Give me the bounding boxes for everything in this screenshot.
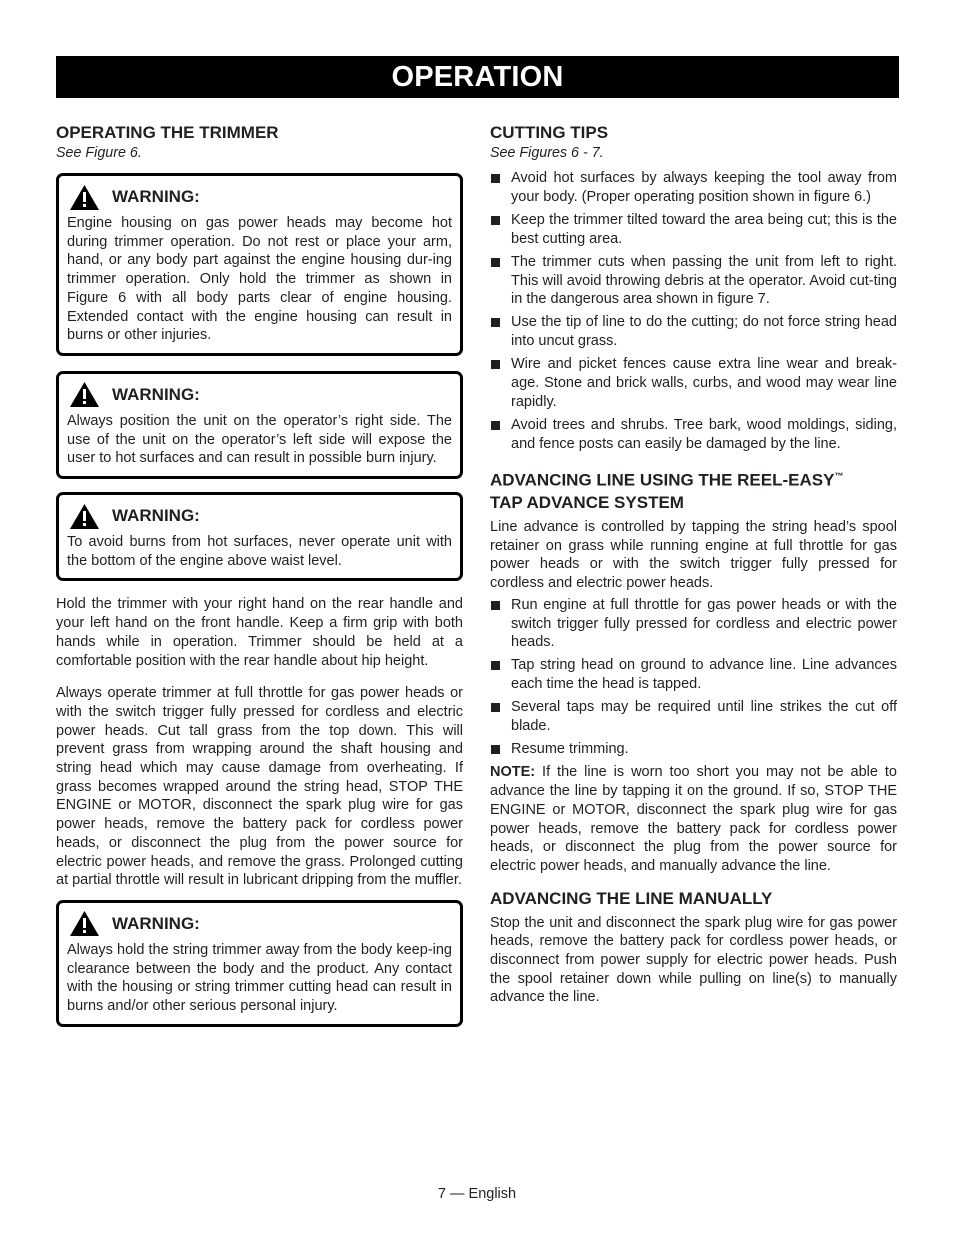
list-item: Run engine at full throttle for gas power heads or with the switch trigger fully pressed for cordless and electric power heads. (490, 596, 897, 652)
list-item: Several taps may be required until line strikes the cut off blade. (490, 698, 897, 735)
warning-triangle-icon (69, 503, 100, 530)
warning-triangle-icon (69, 184, 100, 211)
list-item: Tap string head on ground to advance line. Line advances each time the head is tapped. (490, 656, 897, 693)
warning-label: WARNING: (112, 384, 200, 404)
see-figure-note: See Figure 6. (56, 145, 142, 161)
hold-trimmer-paragraph: Hold the trimmer with your right hand on the rear handle and your left hand on the front handle. Keep a firm grip with both hands while in operation. Trimmer should be held at a comfortable position with the rear handle about hip height. (56, 596, 463, 669)
warning-label: WARNING: (112, 187, 200, 206)
advancing-line-heading: ADVANCING LINE USING THE REEL-EASY™ TAP ADVANCE SYSTEM (490, 471, 844, 512)
warning-label: WARNING: (112, 913, 200, 933)
list-item: Avoid trees and shrubs. Tree bark, wood moldings, siding, and fence posts can easily be damaged by the line. (490, 416, 897, 453)
advancing-manually-heading: ADVANCING THE LINE MANUALLY (490, 888, 773, 908)
list-item: Resume trimming. (490, 740, 897, 759)
list-item: Use the tip of line to do the cutting; do not force string head into uncut grass. (490, 313, 897, 350)
see-figures-note: See Figures 6 - 7. (490, 145, 604, 161)
warning-triangle-icon (69, 910, 100, 937)
list-item: Keep the trimmer tilted toward the area being cut; this is the best cutting area. (490, 211, 897, 248)
warning-box-1 (56, 173, 463, 356)
page-footer: 7 — English (437, 1186, 517, 1202)
list-item: Wire and picket fences cause extra line wear and break-age. Stone and brick walls, curbs, and wood may wear line rapidly. (490, 355, 897, 411)
warning-text: Always position the unit on the operator’s right side. The use of the unit on the operator’s left side will expose the user to hot surfaces and can result in possible burn injury. (67, 412, 452, 467)
warning-text: To avoid burns from hot surfaces, never operate unit with the bottom of the engine above waist level. (67, 534, 452, 569)
cutting-tips-list (490, 169, 897, 453)
advancing-manually-text: Stop the unit and disconnect the spark plug wire for gas power heads, remove the battery pack for cordless power heads, or disconnect from power supply for electric power heads. Push the spool retainer down while pulling on line(s) to manually advance the line. (490, 914, 897, 1006)
list-item: Avoid hot surfaces by always keeping the tool away from your body. (Proper operating position shown in figure 6.) (490, 169, 897, 206)
advancing-line-intro: Line advance is controlled by tapping the string head’s spool retainer on grass while running engine at full throttle for gas power heads or with the switch trigger fully pressed for cordless and electric power heads. (490, 519, 897, 592)
advancing-line-list (490, 596, 897, 759)
warning-box-4 (56, 900, 463, 1027)
list-item: The trimmer cuts when passing the unit from left to right. This will avoid throwing debris at the operator. Avoid cut-ting in the dangerous area shown in figure 7. (490, 253, 897, 309)
warning-label: WARNING: (112, 506, 200, 526)
warning-text: Engine housing on gas power heads may become hot during trimmer operation. Do not rest or place your arm, hand, or any body part against the engine housing dur-ing trimmer operation. Only hold the trimmer as shown in Figure 6 with all body parts clear of engine housing. Extended contact with the engine housing can result in burns or other injuries. (67, 215, 452, 344)
warning-box-3 (56, 492, 463, 581)
operating-heading: OPERATING THE TRIMMER (56, 123, 279, 142)
throttle-paragraph: Always operate trimmer at full throttle for gas power heads or with the switch trigger fully pressed for cordless and electric power heads. Cut tall grass from the top down. This will prevent grass from wrapping around the shaft housing and string head which may cause damage from overheating. If grass becomes wrapped around the string head, STOP THE ENGINE or MOTOR, disconnect the spark plug wire for gas power heads, remove the battery pack for cordless power heads, or disconnect the plug from the power source for electric power heads, and remove the grass. Prolonged cutting at partial throttle will result in lubricant dripping from the muffler. (56, 685, 463, 889)
warning-text: Always hold the string trimmer away from the body keep-ing clearance between the body and the product. Any contact with the housing or string trimmer cutting head can result in burns and/or other serious personal injury. (67, 941, 452, 1015)
cutting-tips-heading: CUTTING TIPS (490, 123, 609, 142)
left-column (56, 122, 463, 1027)
note-paragraph: NOTE: If the line is worn too short you may not be able to advance the line by tapping it on the ground. If so, STOP THE ENGINE or MOTOR, disconnect the spark plug wire for gas power heads, remove the battery pack for cordless power heads, or disconnect the plug from the power source for electric power heads, and manually advance the line. (490, 764, 897, 874)
page-title: OPERATION (56, 56, 899, 98)
warning-triangle-icon (69, 381, 100, 408)
warning-box-2 (56, 371, 463, 479)
right-column (490, 122, 897, 1007)
